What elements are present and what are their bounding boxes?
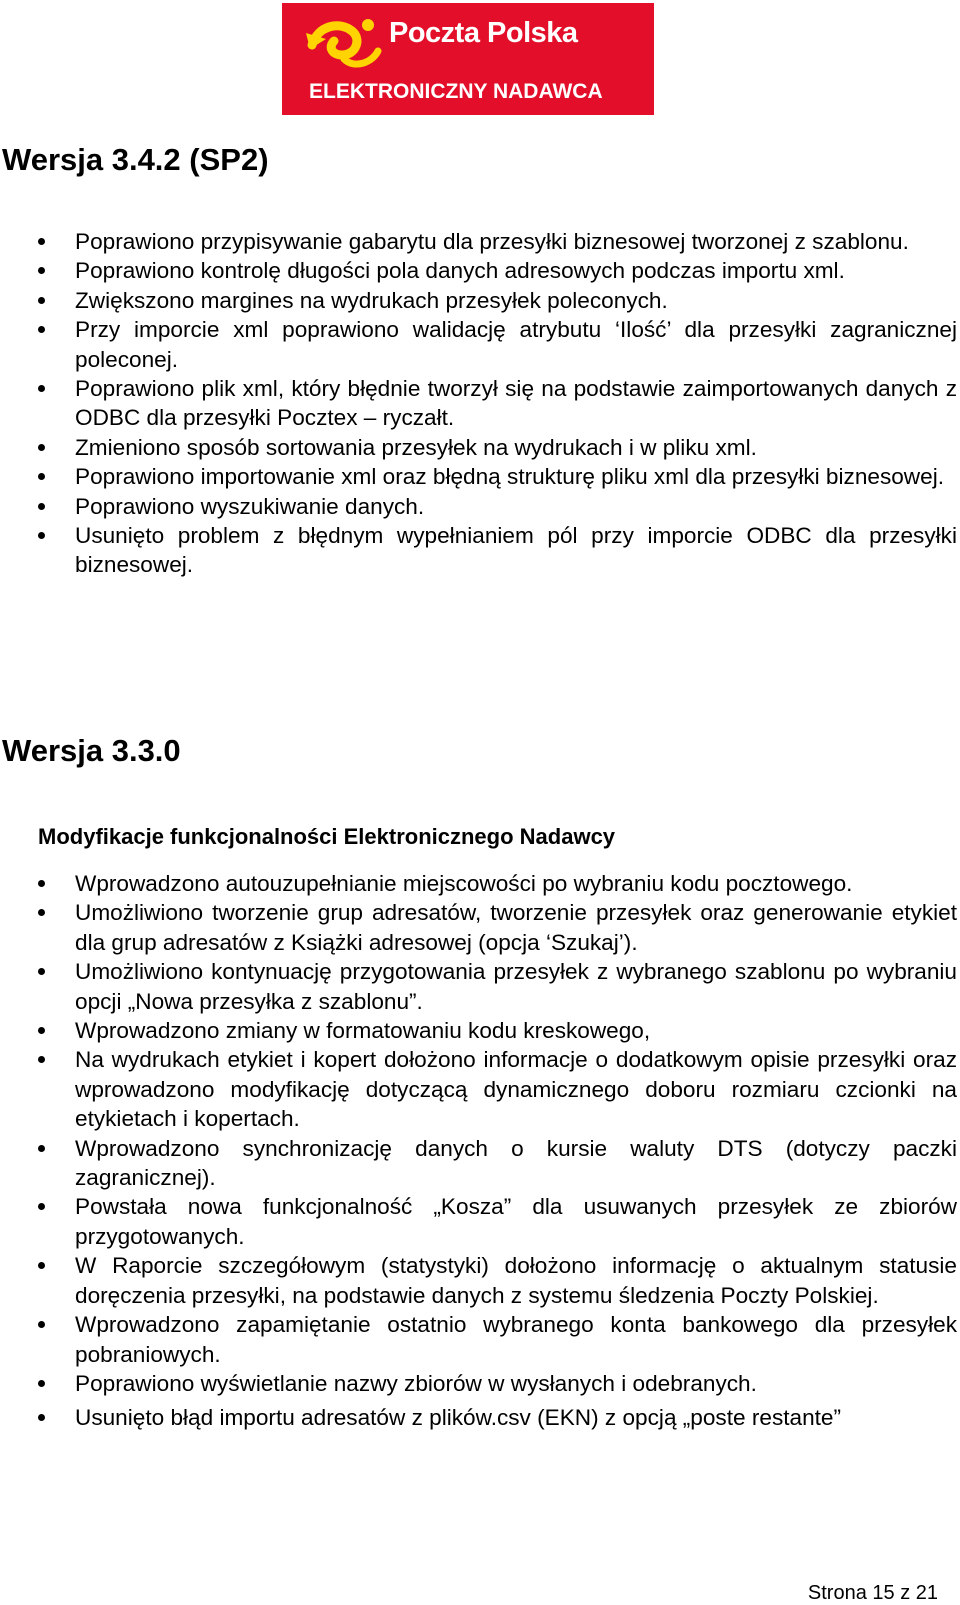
list-item: W Raporcie szczegółowym (statystyki) dołożono informację o aktualnym statusie doręczenia przesyłki, na podstawie danych z systemu śledzenia Poczty Polskiej.	[0, 1251, 959, 1310]
poczta-polska-logo	[282, 3, 654, 115]
list-item: Wprowadzono zmiany w formatowaniu kodu kreskowego,	[0, 1016, 959, 1045]
list-item: Wprowadzono autouzupełnianie miejscowości po wybraniu kodu pocztowego.	[0, 869, 959, 898]
list-item: Usunięto błąd importu adresatów z plików.csv (EKN) z opcją „poste restante”	[0, 1403, 959, 1432]
list-item: Poprawiono przypisywanie gabarytu dla przesyłki biznesowej tworzonej z szablonu.	[0, 227, 959, 256]
list-item: Umożliwiono kontynuację przygotowania przesyłek z wybranego szablonu po wybraniu opcji „Nowa przesyłka z szablonu”.	[0, 957, 959, 1016]
list-item: Przy imporcie xml poprawiono walidację atrybutu ‘Ilość’ dla przesyłki zagranicznej poleconej.	[0, 315, 959, 374]
logo-tagline: ELEKTRONICZNY NADAWCA	[309, 80, 603, 103]
list-item: Poprawiono kontrolę długości pola danych adresowych podczas importu xml.	[0, 256, 959, 285]
changes-list-342	[0, 227, 960, 580]
logo-name: Poczta Polska	[389, 17, 578, 49]
list-item: Powstała nowa funkcjonalność „Kosza” dla usuwanych przesyłek ze zbiorów przygotowanych.	[0, 1192, 959, 1251]
list-item: Poprawiono wyświetlanie nazwy zbiorów w wysłanych i odebranych.	[0, 1369, 959, 1398]
list-item: Wprowadzono synchronizację danych o kursie waluty DTS (dotyczy paczki zagranicznej).	[0, 1134, 959, 1193]
list-item: Poprawiono wyszukiwanie danych.	[0, 492, 959, 521]
list-item: Zmieniono sposób sortowania przesyłek na wydrukach i w pliku xml.	[0, 433, 959, 462]
list-item: Na wydrukach etykiet i kopert dołożono informacje o dodatkowym opisie przesyłki oraz wprowadzono modyfikację dotyczącą dynamicznego doboru rozmiaru czcionki na etykietach i kopertach.	[0, 1045, 959, 1133]
list-item: Wprowadzono zapamiętanie ostatnio wybranego konta bankowego dla przesyłek pobraniowych.	[0, 1310, 959, 1369]
list-item: Poprawiono plik xml, który błędnie tworzył się na podstawie zaimportowanych danych z ODBC dla przesyłki Pocztex – ryczałt.	[0, 374, 959, 433]
section-subheading: Modyfikacje funkcjonalności Elektronicznego Nadawcy	[38, 824, 616, 849]
list-item: Poprawiono importowanie xml oraz błędną strukturę pliku xml dla przesyłki biznesowej.	[0, 462, 959, 491]
page-number: Strona 15 z 21	[807, 1582, 938, 1604]
list-item: Zwiększono margines na wydrukach przesyłek poleconych.	[0, 286, 959, 315]
section-heading-330: Wersja 3.3.0	[2, 733, 181, 768]
changes-list-330	[0, 869, 960, 1433]
list-item: Umożliwiono tworzenie grup adresatów, tworzenie przesyłek oraz generowanie etykiet dla grup adresatów z Książki adresowej (opcja ‘Szukaj’).	[0, 898, 959, 957]
section-heading-342: Wersja 3.4.2 (SP2)	[2, 142, 269, 177]
list-item: Usunięto problem z błędnym wypełnianiem pól przy imporcie ODBC dla przesyłki biznesowej.	[0, 521, 959, 580]
